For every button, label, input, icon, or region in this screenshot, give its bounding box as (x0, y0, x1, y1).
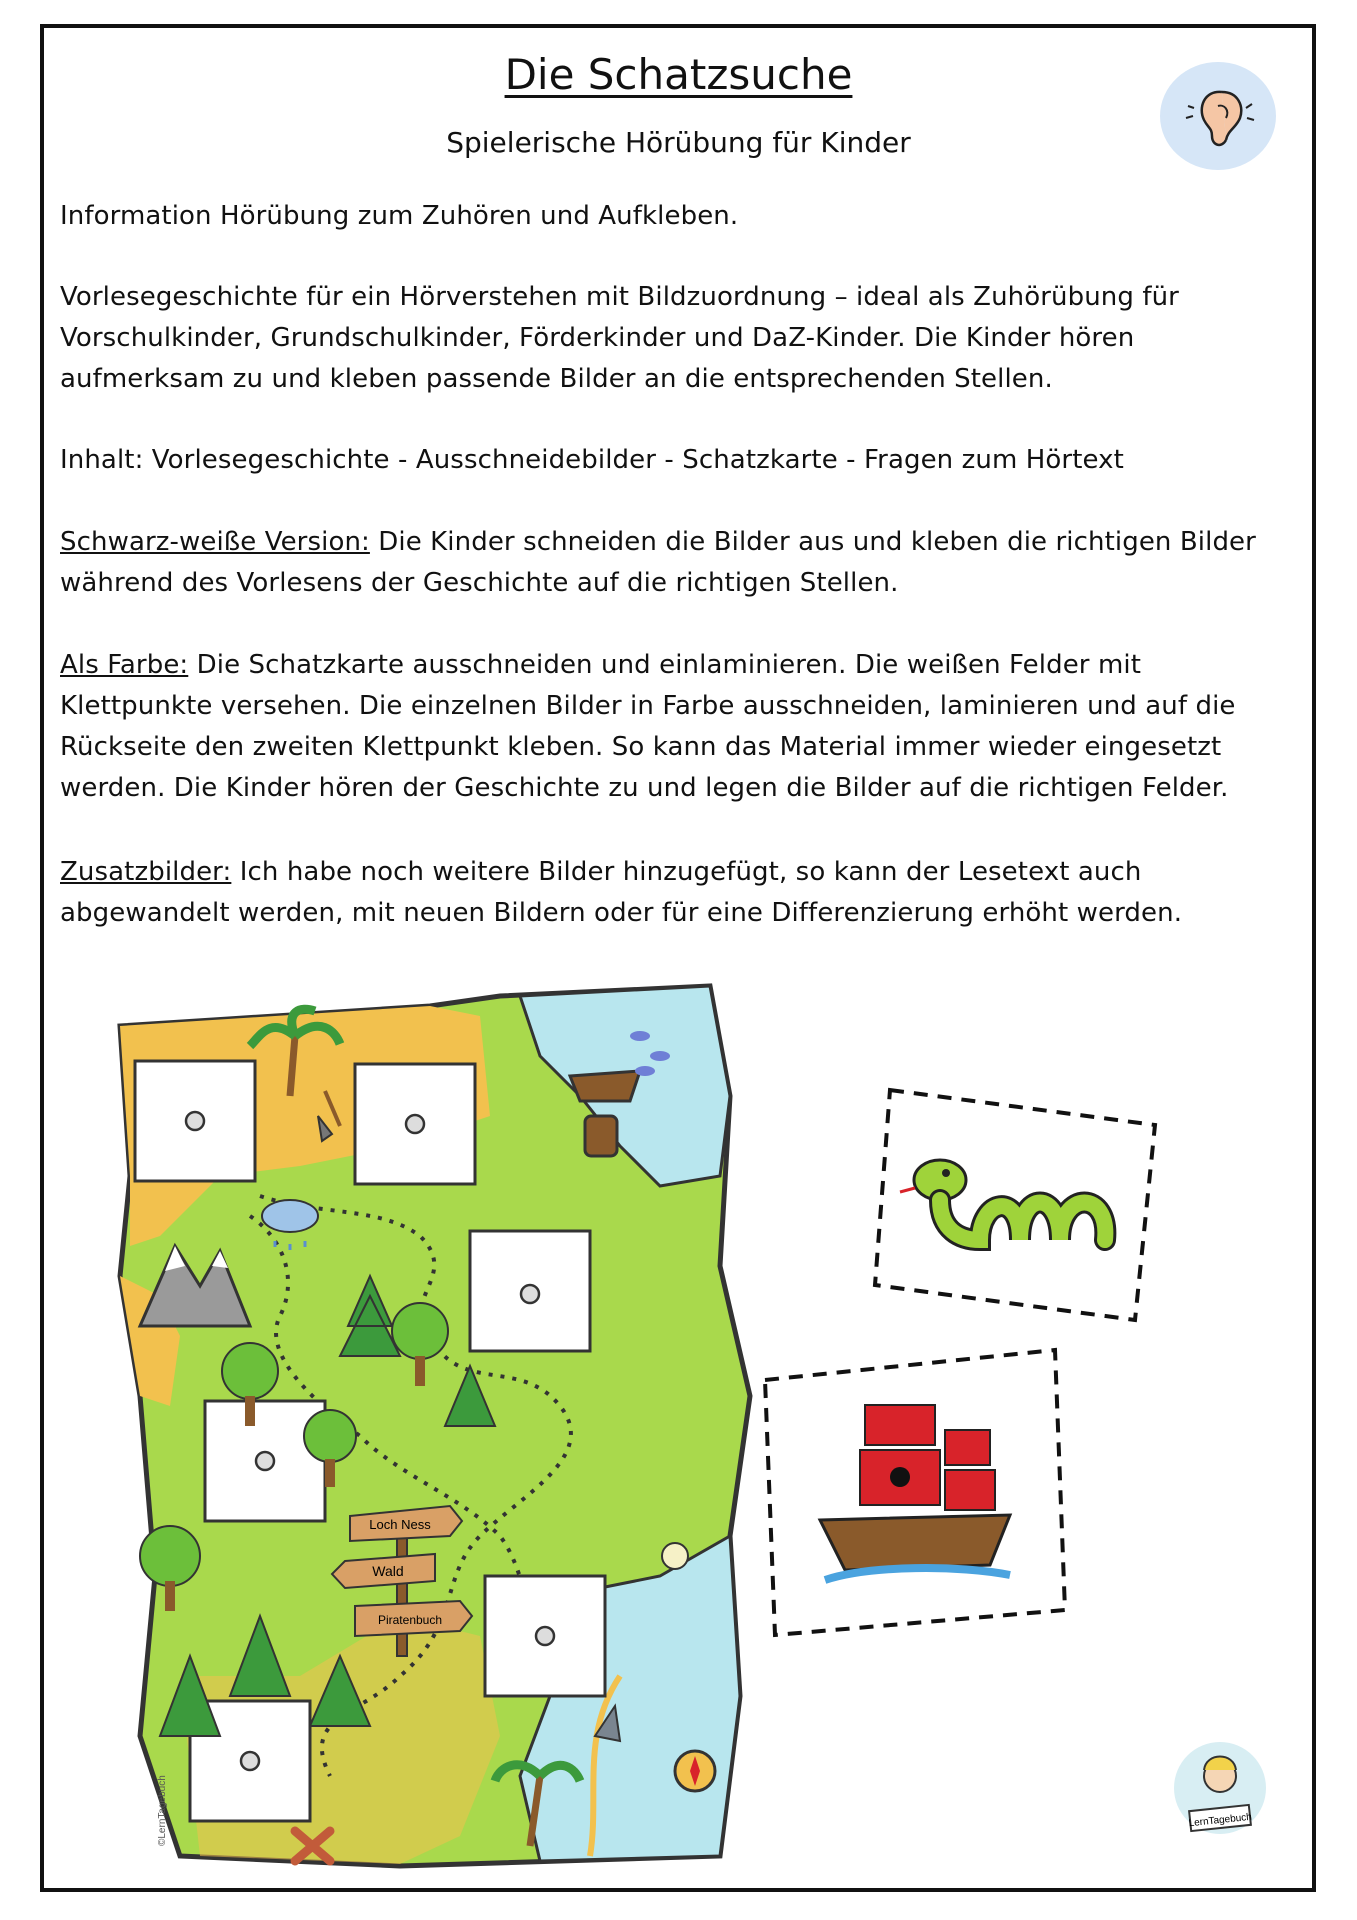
lerntagebuch-logo (1160, 1730, 1280, 1850)
color-label: Als Farbe: (60, 650, 189, 680)
sign-label: Loch Ness (369, 1517, 431, 1532)
sign-label: Piratenbuch (377, 1613, 443, 1627)
extra-line: abgewandelt werden, mit neuen Bildern oder für eine Differenzierung erhöht werden. (60, 898, 1183, 928)
map-watermark: ©LernTagebuch (157, 1775, 168, 1846)
sign-label: Wald (372, 1563, 404, 1579)
color-line: Die Schatzkarte ausschneiden und einlaminieren. Die weißen Felder mit (188, 650, 1142, 680)
pirate-ship-card (760, 1340, 1070, 1650)
bw-paragraph (60, 522, 1300, 604)
info-line: Information Hörübung zum Zuhören und Aufkleben. (60, 201, 739, 231)
boat-icon (570, 1071, 640, 1101)
page-subtitle: Spielerische Hörübung für Kinder (446, 126, 911, 159)
description-line: aufmerksam zu und kleben passende Bilder an die entsprechenden Stellen. (60, 364, 1053, 394)
skull-icon (662, 1543, 688, 1569)
treasure-map (100, 976, 760, 1876)
drop-field-3 (470, 1231, 590, 1351)
extra-label: Zusatzbilder: (60, 857, 232, 887)
page-title: Die Schatzsuche (504, 50, 853, 99)
description-line: Vorschulkinder, Grundschulkinder, Förderkinder und DaZ-Kinder. Die Kinder hören (60, 323, 1135, 353)
content-paragraph (60, 440, 1300, 481)
color-line: Klettpunkte versehen. Die einzelnen Bilder in Farbe ausschneiden, laminieren und auf die (60, 691, 1236, 721)
bw-line: während des Vorlesens der Geschichte auf die richtigen Stellen. (60, 568, 899, 598)
drop-field-4 (205, 1401, 325, 1521)
drop-field-5 (485, 1576, 605, 1696)
color-line: werden. Die Kinder hören der Geschichte zu und legen die Bilder auf die richtigen Felder. (60, 773, 1229, 803)
snake-card (870, 1080, 1170, 1330)
logo-text: LernTagebuch (1188, 1811, 1253, 1830)
compass-icon (675, 1751, 715, 1791)
description-line: Vorlesegeschichte für ein Hörverstehen mit Bildzuordnung – ideal als Zuhörübung für (60, 282, 1179, 312)
extra-paragraph (60, 852, 1300, 934)
description-paragraph (60, 277, 1300, 400)
ear-icon (1160, 62, 1276, 170)
color-paragraph (60, 645, 1300, 809)
color-line: Rückseite den zweiten Klettpunkt kleben. So kann das Material immer wieder eingesetzt (60, 732, 1222, 762)
content-line: Inhalt: Vorlesegeschichte - Ausschneidebilder - Schatzkarte - Fragen zum Hörtext (60, 445, 1124, 475)
drop-field-2 (355, 1064, 475, 1184)
barrel-icon (585, 1116, 617, 1156)
info-paragraph (60, 196, 1300, 237)
bw-line: Die Kinder schneiden die Bilder aus und kleben die richtigen Bilder (369, 527, 1256, 557)
bw-label: Schwarz-weiße Version: (60, 527, 370, 557)
drop-field-1 (135, 1061, 255, 1181)
extra-line: Ich habe noch weitere Bilder hinzugefügt, so kann der Lesetext auch (231, 857, 1142, 887)
